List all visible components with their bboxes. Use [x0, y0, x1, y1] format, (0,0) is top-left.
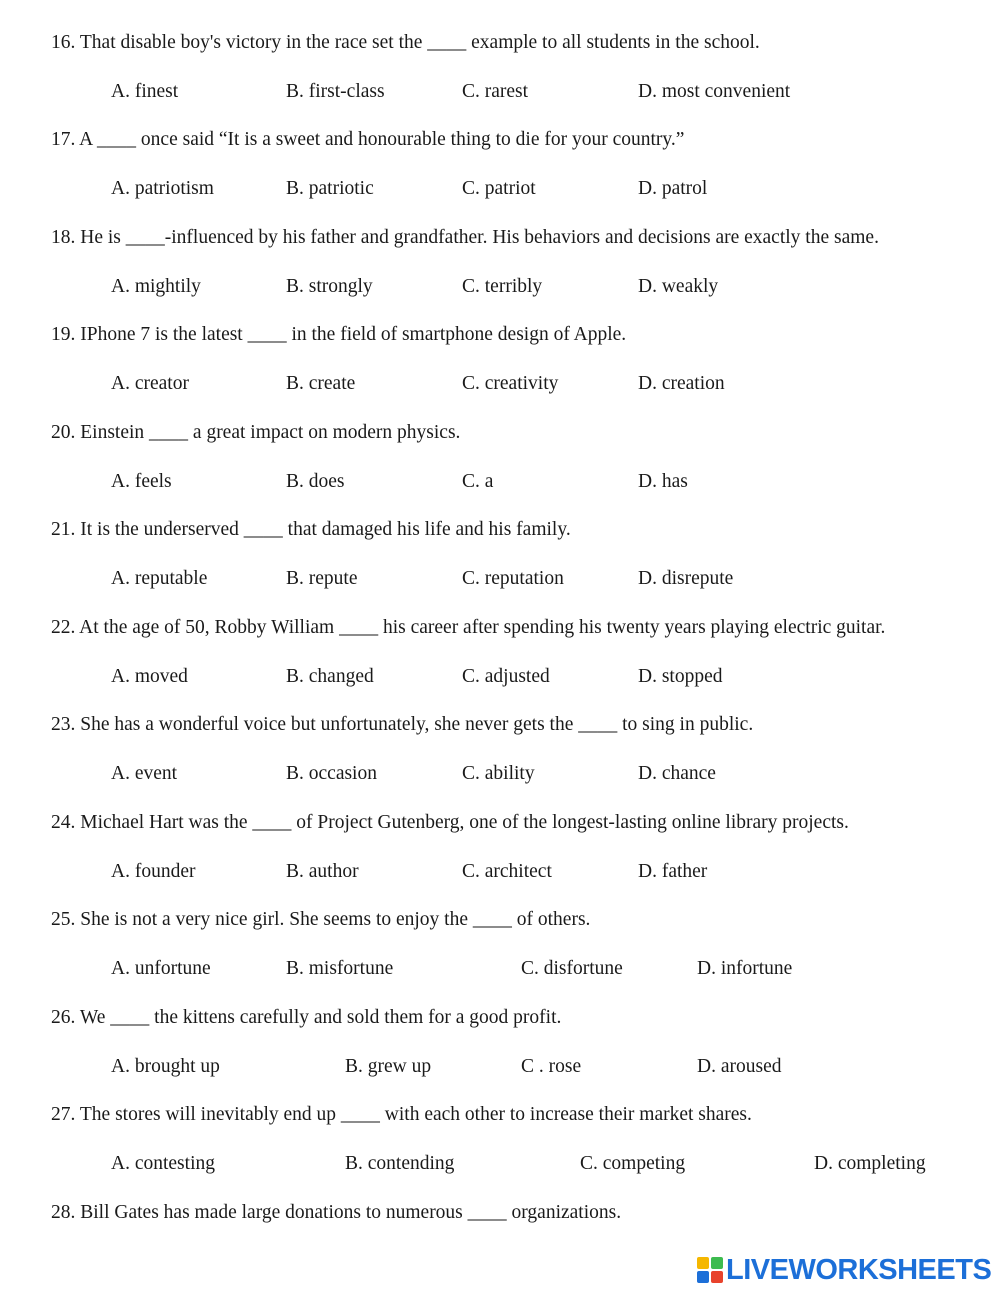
question-25-option-c[interactable]: C. disfortune — [521, 958, 623, 979]
question-21-option-b[interactable]: B. repute — [286, 568, 358, 589]
question-25-text: 25. She is not a very nice girl. She seems to enjoy the ____ of others. — [51, 909, 591, 930]
question-24-option-d[interactable]: D. father — [638, 861, 708, 882]
question-22-option-d[interactable]: D. stopped — [638, 666, 723, 687]
question-20-option-b[interactable]: B. does — [286, 471, 345, 492]
question-27-option-a[interactable]: A. contesting — [111, 1153, 215, 1174]
mark-square-red — [711, 1271, 723, 1283]
question-27-option-c[interactable]: C. competing — [580, 1153, 686, 1174]
question-27-option-b[interactable]: B. contending — [345, 1153, 455, 1174]
question-17-text: 17. A ____ once said “It is a sweet and honourable thing to die for your country.” — [51, 129, 685, 150]
question-24-option-b[interactable]: B. author — [286, 861, 359, 882]
question-26-option-c[interactable]: C . rose — [521, 1056, 582, 1077]
question-20-text: 20. Einstein ____ a great impact on modern physics. — [51, 422, 461, 443]
question-26-option-d[interactable]: D. aroused — [697, 1056, 782, 1077]
question-24-text: 24. Michael Hart was the ____ of Project Gutenberg, one of the longest-lasting online library projects. — [51, 812, 849, 833]
question-18-text: 18. He is ____-influenced by his father and grandfather. His behaviors and decisions are exactly the same. — [51, 227, 879, 248]
question-18-option-a[interactable]: A. mightily — [111, 276, 201, 297]
question-17-option-b[interactable]: B. patriotic — [286, 178, 374, 199]
question-27-option-d[interactable]: D. completing — [814, 1153, 926, 1174]
question-25-option-b[interactable]: B. misfortune — [286, 958, 394, 979]
question-18-option-b[interactable]: B. strongly — [286, 276, 373, 297]
question-22-option-c[interactable]: C. adjusted — [462, 666, 550, 687]
question-20-option-a[interactable]: A. feels — [111, 471, 172, 492]
question-24-option-c[interactable]: C. architect — [462, 861, 552, 882]
question-22-option-b[interactable]: B. changed — [286, 666, 374, 687]
question-23-option-d[interactable]: D. chance — [638, 763, 716, 784]
question-23-option-c[interactable]: C. ability — [462, 763, 535, 784]
question-17-option-d[interactable]: D. patrol — [638, 178, 708, 199]
question-25-option-d[interactable]: D. infortune — [697, 958, 793, 979]
question-16-option-a[interactable]: A. finest — [111, 81, 179, 102]
question-23-option-a[interactable]: A. event — [111, 763, 178, 784]
question-22-text: 22. At the age of 50, Robby William ____ his career after spending his twenty years playing electric guitar. — [51, 617, 886, 638]
question-17-option-a[interactable]: A. patriotism — [111, 178, 214, 199]
question-19-option-a[interactable]: A. creator — [111, 373, 189, 394]
question-21-text: 21. It is the underserved ____ that damaged his life and his family. — [51, 519, 571, 540]
question-19-option-d[interactable]: D. creation — [638, 373, 725, 394]
question-27-text: 27. The stores will inevitably end up ____ with each other to increase their market shares. — [51, 1104, 752, 1125]
liveworksheets-logo[interactable] — [697, 1255, 991, 1285]
question-26-option-a[interactable]: A. brought up — [111, 1056, 220, 1077]
question-23-option-b[interactable]: B. occasion — [286, 763, 377, 784]
mark-square-blue — [697, 1271, 709, 1283]
question-26-text: 26. We ____ the kittens carefully and sold them for a good profit. — [51, 1007, 562, 1028]
mark-square-green — [711, 1257, 723, 1269]
question-28-text: 28. Bill Gates has made large donations to numerous ____ organizations. — [51, 1202, 622, 1223]
liveworksheets-mark-icon — [697, 1257, 723, 1283]
question-21-option-a[interactable]: A. reputable — [111, 568, 208, 589]
question-19-text: 19. IPhone 7 is the latest ____ in the field of smartphone design of Apple. — [51, 324, 627, 345]
question-20-option-c[interactable]: C. a — [462, 471, 494, 492]
question-16-option-b[interactable]: B. first-class — [286, 81, 385, 102]
question-22-option-a[interactable]: A. moved — [111, 666, 188, 687]
question-24-option-a[interactable]: A. founder — [111, 861, 196, 882]
question-21-option-c[interactable]: C. reputation — [462, 568, 564, 589]
question-16-text: 16. That disable boy's victory in the race set the ____ example to all students in the school. — [51, 32, 760, 53]
question-23-text: 23. She has a wonderful voice but unfortunately, she never gets the ____ to sing in public. — [51, 714, 754, 735]
question-26-option-b[interactable]: B. grew up — [345, 1056, 432, 1077]
question-16-option-c[interactable]: C. rarest — [462, 81, 529, 102]
question-21-option-d[interactable]: D. disrepute — [638, 568, 734, 589]
mark-square-yellow — [697, 1257, 709, 1269]
question-18-option-d[interactable]: D. weakly — [638, 276, 719, 297]
question-20-option-d[interactable]: D. has — [638, 471, 688, 492]
logo-text: LIVEWORKSHEETS — [726, 1254, 992, 1286]
question-18-option-c[interactable]: C. terribly — [462, 276, 543, 297]
question-25-option-a[interactable]: A. unfortune — [111, 958, 211, 979]
question-19-option-c[interactable]: C. creativity — [462, 373, 559, 394]
question-19-option-b[interactable]: B. create — [286, 373, 356, 394]
question-16-option-d[interactable]: D. most convenient — [638, 81, 791, 102]
question-17-option-c[interactable]: C. patriot — [462, 178, 536, 199]
